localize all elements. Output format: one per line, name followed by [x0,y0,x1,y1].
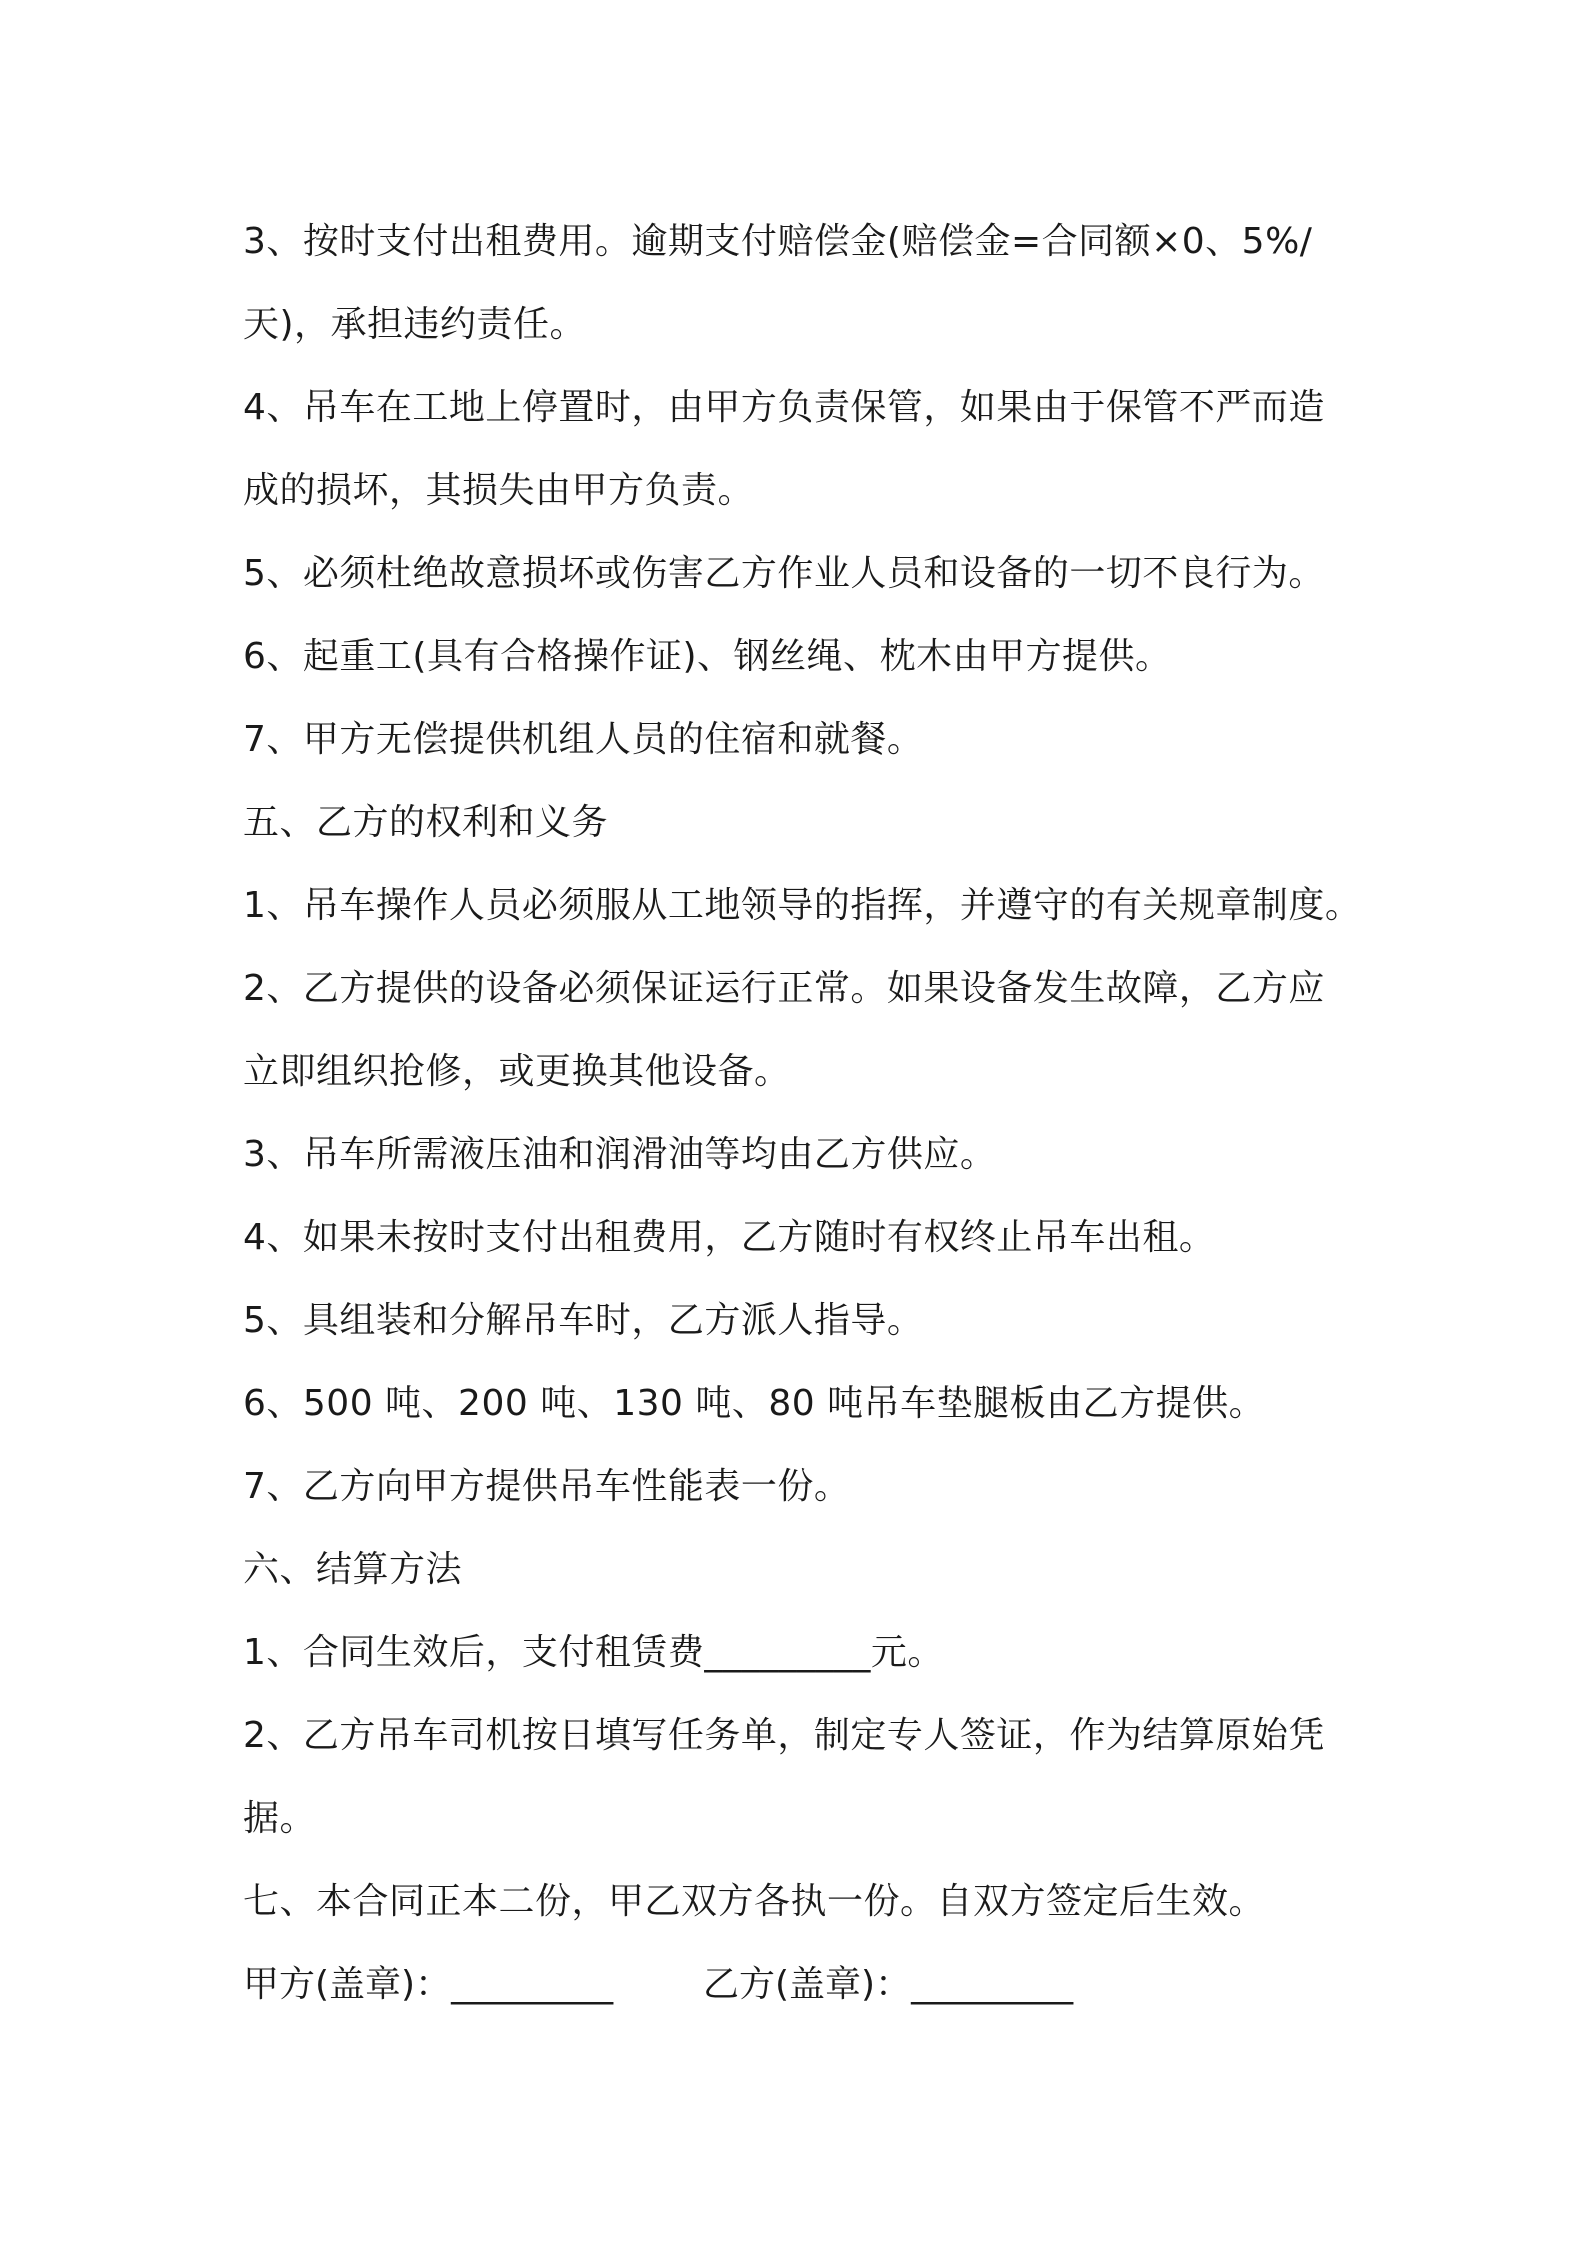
clause-line: 6、500 吨、200 吨、130 吨、80 吨吊车垫腿板由乙方提供。 [243,1383,1266,1424]
section-heading: 五、乙方的权利和义务 [243,802,609,843]
clause-line: 4、如果未按时支付出租费用，乙方随时有权终止吊车出租。 [243,1217,1216,1258]
clause-line: 据。 [243,1798,317,1839]
clause-line: 1、合同生效后，支付租赁费_________元。 [243,1632,944,1673]
clause-line: 7、甲方无偿提供机组人员的住宿和就餐。 [243,719,924,760]
party-a-signature: 甲方(盖章)：_________ [243,1964,614,2005]
clause-line: 立即组织抢修，或更换其他设备。 [243,1051,791,1092]
clause-line: 5、必须杜绝故意损坏或伤害乙方作业人员和设备的一切不良行为。 [243,553,1325,594]
clause-line: 3、吊车所需液压油和润滑油等均由乙方供应。 [243,1134,997,1175]
clause-line: 3、按时支付出租费用。逾期支付赔偿金(赔偿金=合同额×0、5%/ [243,221,1313,262]
clause-line: 2、乙方吊车司机按日填写任务单，制定专人签证，作为结算原始凭 [243,1715,1325,1756]
signature-row [243,1943,1393,2026]
party-b-signature: 乙方(盖章)：_________ [703,1964,1074,2005]
contract-body [243,200,1393,2026]
section-heading: 七、本合同正本二份，甲乙双方各执一份。自双方签定后生效。 [243,1881,1266,1922]
section-heading: 六、结算方法 [243,1549,463,1590]
clause-line: 天)，承担违约责任。 [243,304,587,345]
clause-line: 6、起重工(具有合格操作证)、钢丝绳、枕木由甲方提供。 [243,636,1172,677]
clause-line: 4、吊车在工地上停置时，由甲方负责保管，如果由于保管不严而造 [243,387,1325,428]
clause-line: 7、乙方向甲方提供吊车性能表一份。 [243,1466,851,1507]
clause-line: 2、乙方提供的设备必须保证运行正常。如果设备发生故障，乙方应 [243,968,1325,1009]
clause-line: 1、吊车操作人员必须服从工地领导的指挥，并遵守的有关规章制度。 [243,885,1362,926]
clause-line: 成的损坏，其损失由甲方负责。 [243,470,755,511]
clause-line: 5、具组装和分解吊车时，乙方派人指导。 [243,1300,924,1341]
